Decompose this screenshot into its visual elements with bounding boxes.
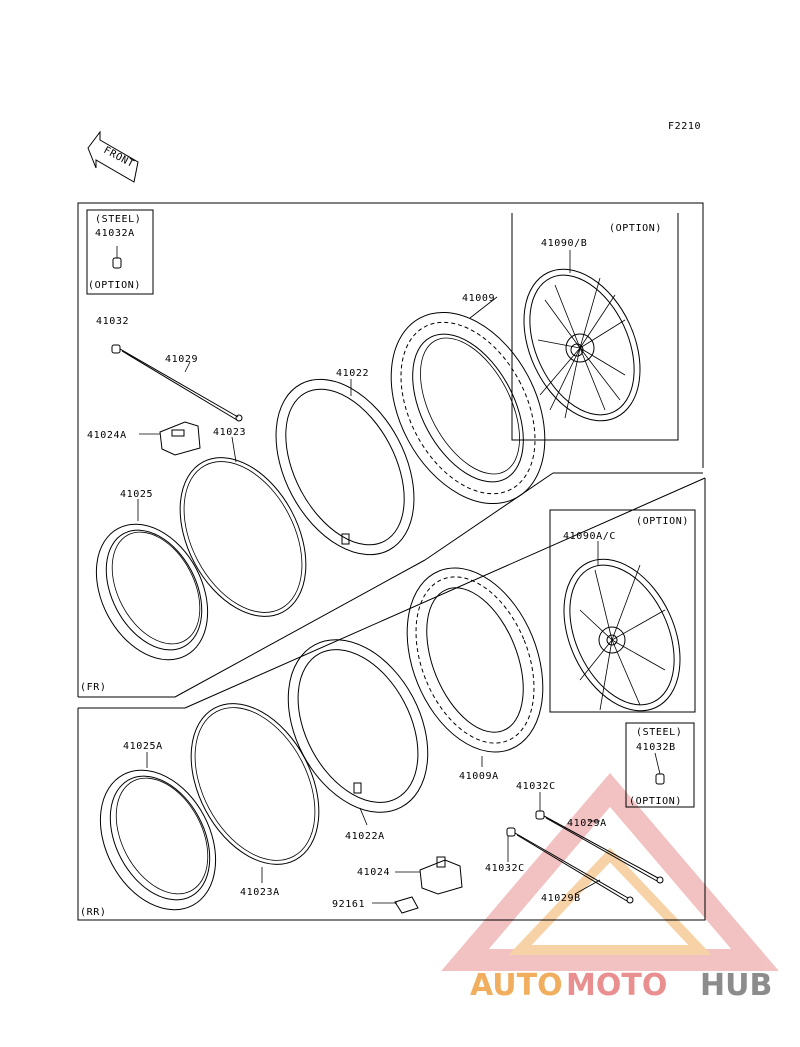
part-41024: 41024: [357, 867, 391, 878]
watermark-auto: AUTO: [470, 968, 563, 1003]
part-41025A: 41025A: [123, 741, 163, 752]
spoke-nipple-icon: [112, 345, 120, 353]
option-label-steel-front: (OPTION): [88, 280, 141, 291]
steel-label-front: (STEEL): [95, 214, 142, 225]
rear-tire-icon: [382, 548, 569, 772]
figure-code: F2210: [668, 121, 702, 132]
watermark-logo-icon: [465, 790, 755, 960]
front-rim-tape-icon: [155, 436, 332, 638]
rim-band-icon: [395, 897, 418, 913]
front-arrow-icon: [88, 132, 138, 182]
part-41090B: 41090/B: [541, 238, 588, 249]
part-41029B: 41029B: [541, 893, 581, 904]
watermark-moto: MOTO: [566, 968, 668, 1003]
rear-rim-icon: [77, 750, 238, 930]
part-41009: 41009: [462, 293, 496, 304]
part-41032C-lower: 41032C: [485, 863, 525, 874]
option-label-front-wheel: (OPTION): [609, 223, 662, 234]
part-41009A: 41009A: [459, 771, 499, 782]
section-rear-label: (RR): [80, 907, 107, 918]
part-41022: 41022: [336, 368, 370, 379]
front-rim-icon: [74, 505, 230, 679]
part-41029A: 41029A: [567, 818, 607, 829]
part-41032C-upper: 41032C: [516, 781, 556, 792]
part-41025: 41025: [120, 489, 154, 500]
steel-option-box-front: [87, 210, 153, 294]
watermark-hub: HUB: [700, 968, 773, 1003]
part-41032: 41032: [96, 316, 130, 327]
rear-tube-icon: [260, 616, 456, 837]
rear-rim-lock-icon: [420, 857, 462, 894]
section-front-label: (FR): [80, 682, 107, 693]
part-41032B: 41032B: [636, 742, 676, 753]
part-92161: 92161: [332, 899, 366, 910]
option-label-rear-wheel: (OPTION): [636, 516, 689, 527]
rim-lock-icon: [160, 422, 200, 455]
part-41024A: 41024A: [87, 430, 127, 441]
part-41032A: 41032A: [95, 228, 135, 239]
steel-option-box-rear: [626, 723, 694, 807]
front-arrow-label: FRONT: [101, 144, 136, 171]
rear-rim-tape-icon: [165, 682, 345, 886]
section-frames: [78, 203, 705, 920]
front-tire-icon: [360, 286, 576, 530]
watermark-text: [470, 968, 772, 1003]
rear-wheel-option-icon: [541, 541, 703, 730]
part-41023: 41023: [213, 427, 247, 438]
option-label-steel-rear: (OPTION): [629, 796, 682, 807]
steel-label-rear: (STEEL): [636, 727, 683, 738]
part-41090AC: 41090A/C: [563, 531, 616, 542]
front-tube-icon: [248, 356, 442, 578]
front-wheel-option-icon: [501, 251, 663, 440]
part-41023A: 41023A: [240, 887, 280, 898]
part-41029: 41029: [165, 354, 199, 365]
part-41022A: 41022A: [345, 831, 385, 842]
